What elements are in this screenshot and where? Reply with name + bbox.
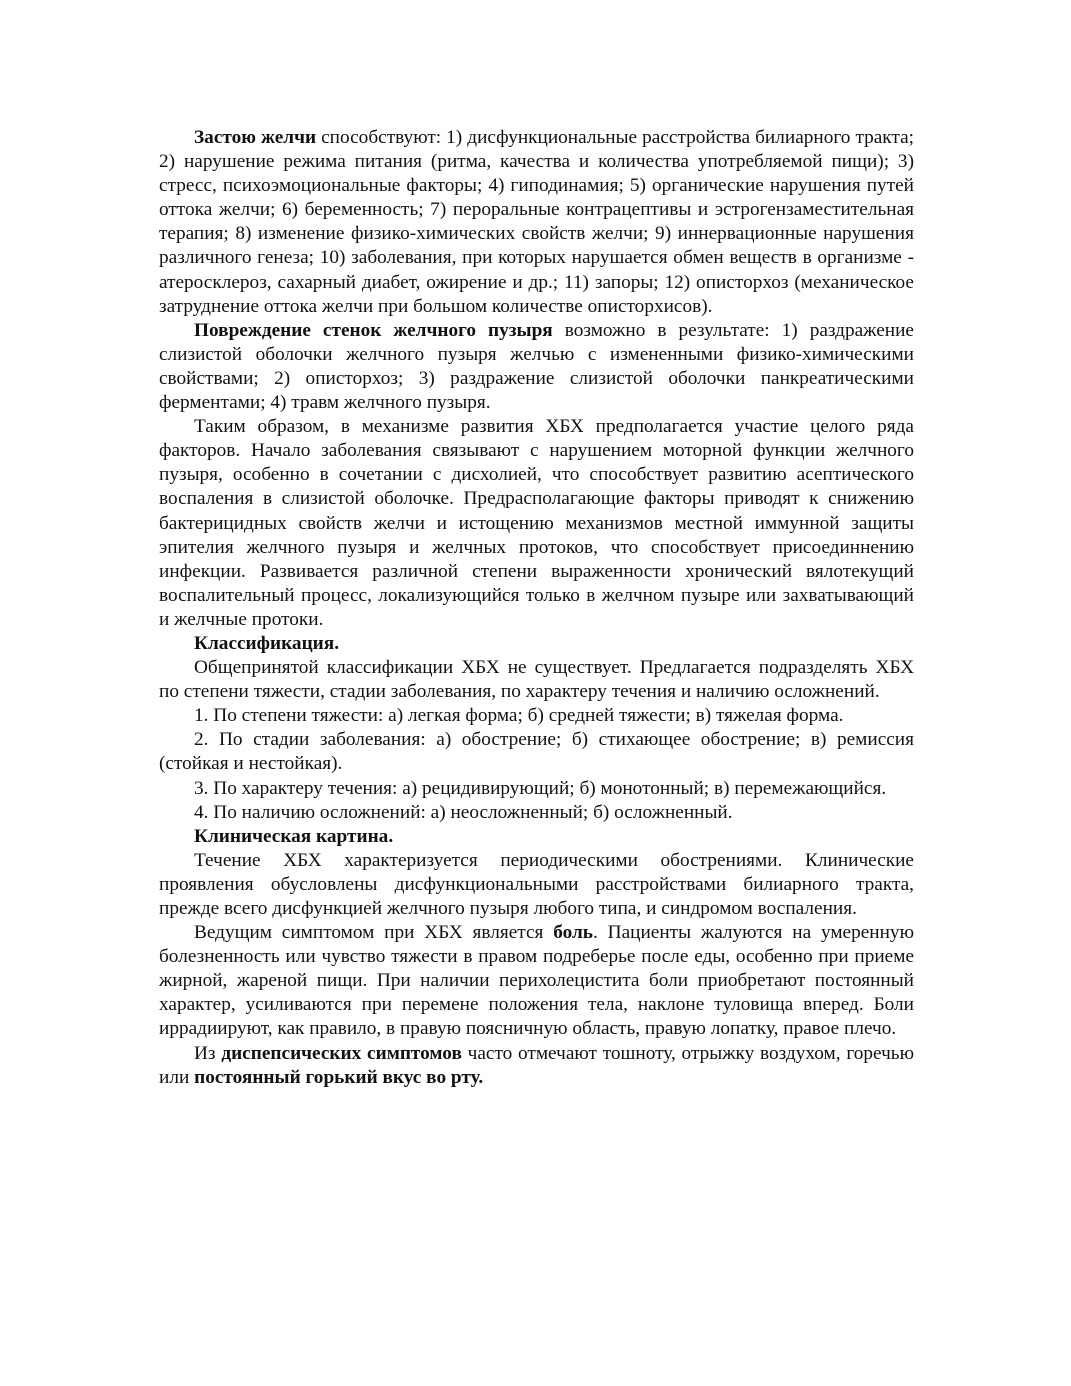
paragraph-text: Таким образом, в механизме развития ХБХ предполагается участие целого ряда факторов. Начало заболевания связывают с нарушением моторной функции желчного пузыря, особенно в сочетании с дисхолией, что способствует развитию асептического воспаления в слизистой оболочке. Предрасполагающие факторы приводят к снижению бактерицидных свойств желчи и истощению механизмов местной иммунной защиты эпителия желчного пузыря и желчных протоков, что способствует присоединнению инфекции. Развивается различной степени выраженности хронический вялотекущий воспалительный процесс, локализующийся только в желчном пузыре или захватывающий и желчные протоки.	[159, 416, 914, 630]
paragraph-pain	[159, 921, 914, 1041]
paragraph-text: часто отмечают тошноту, отрыжку воздухом, горечью или	[159, 1042, 915, 1088]
list-item: 3. По характеру течения: а) рецидивирующий; б) монотонный; в) перемежающийся.	[194, 777, 887, 799]
paragraph-text: . Пациенты жалуются на умеренную болезненность или чувство тяжести в правом подреберье после еды, особенно при приеме жирной, жареной пищи. При наличии перихолецистита боли приобретают постоянный характер, усиливаются при перемене положения тела, наклоне туловища вперед. Боли иррадиируют, как правило, в правую поясничную область, правую лопатку, правое плечо.	[159, 922, 914, 1040]
term-bitter-taste: постоянный горький вкус во рту.	[194, 1066, 484, 1088]
paragraph-dyspepsia	[159, 1042, 914, 1090]
list-item: 4. По наличию осложнений: а) неосложненный; б) осложненный.	[194, 801, 733, 823]
heading-classification: Классификация.	[194, 632, 340, 654]
paragraph-text: возможно в результате: 1) раздражение слизистой оболочки желчного пузыря желчью с измененными физико-химическими свойствами; 2) описторхоз; 3) раздражение слизистой оболочки панкреатическими ферментами; 4) травм желчного пузыря.	[159, 319, 914, 414]
paragraph-text: Из	[194, 1042, 222, 1064]
term-wall-damage: Повреждение стенок желчного пузыря	[194, 319, 553, 341]
list-item: 1. По степени тяжести: а) легкая форма; б) средней тяжести; в) тяжелая форма.	[194, 705, 844, 727]
paragraph-text: Течение ХБХ характеризуется периодическими обострениями. Клинические проявления обусловлены дисфункциональными расстройствами билиарного тракта, прежде всего дисфункцией желчного пузыря любого типа, и синдромом воспаления.	[159, 849, 914, 919]
paragraph-mechanism	[159, 415, 914, 632]
term-dyspeptic-symptoms: диспепсических симптомов	[221, 1042, 462, 1064]
paragraph-text: Ведущим симптомом при ХБХ является	[194, 922, 554, 944]
paragraph-clinical-course	[159, 849, 914, 921]
paragraph-classification-intro	[159, 656, 914, 704]
paragraph-text: способствуют: 1) дисфункциональные расстройства билиарного тракта; 2) нарушение режима питания (ритма, качества и количества употребляемой пищи); 3) стресс, психоэмоциональные факторы; 4) гиподинамия; 5) органические нарушения путей оттока желчи; 6) беременность; 7) пероральные контрацептивы и эстрогензаместительная терапия; 8) изменение физико-химических свойств желчи; 9) иннервационные нарушения различного генеза; 10) заболевания, при которых нарушается обмен веществ в организме - атеросклероз, сахарный диабет, ожирение и др.; 11) запоры; 12) описторхоз (механическое затруднение оттока желчи при большом количестве описторхисов).	[159, 127, 915, 317]
term-bile-stasis: Застою желчи	[194, 127, 317, 148]
paragraph-wall-damage	[159, 319, 914, 415]
paragraph-text: Общепринятой классификации ХБХ не существует. Предлагается подразделять ХБХ по степени тяжести, стадии заболевания, по характеру течения и наличию осложнений.	[159, 657, 914, 703]
term-pain: боль	[553, 922, 594, 944]
heading-clinical-picture: Клиническая картина.	[194, 825, 394, 847]
list-item: 2. По стадии заболевания: а) обострение; б) стихающее обострение; в) ремиссия (стойкая и нестойкая).	[159, 729, 914, 775]
document-page	[159, 126, 914, 1090]
paragraph-bile-stasis	[159, 126, 914, 319]
